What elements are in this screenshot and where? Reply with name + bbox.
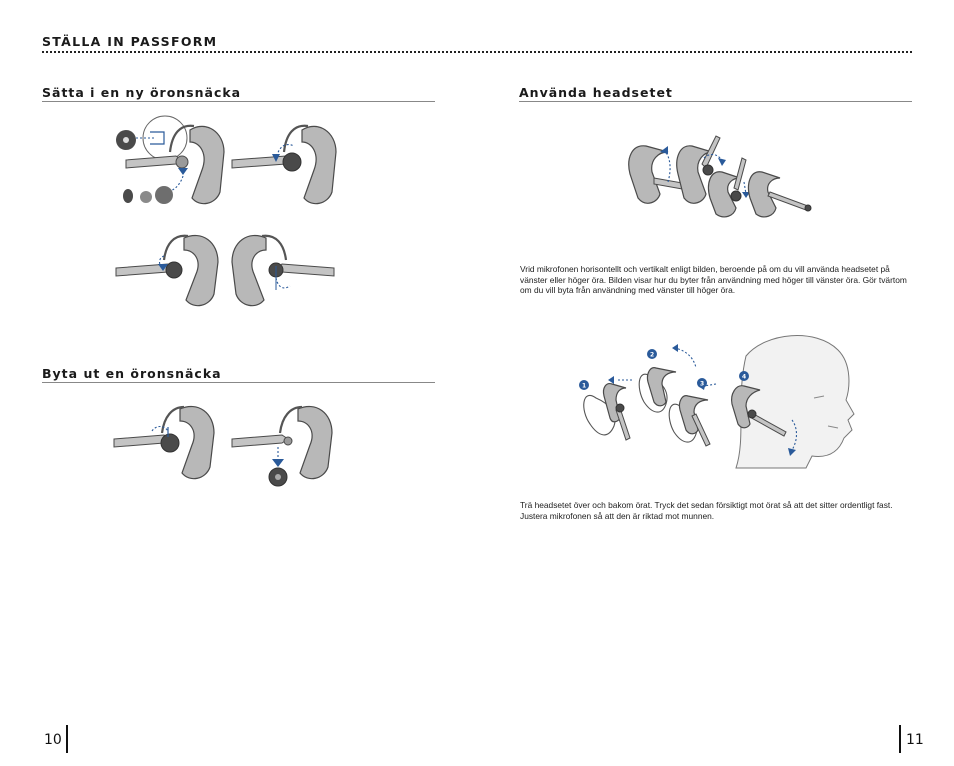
page-number-right: 11 [906, 732, 924, 748]
headset-body-icon [629, 146, 668, 203]
step-badge-4: 4 [742, 373, 747, 381]
microphone-rotation-illustration [624, 132, 814, 218]
wearing-headset-illustration [576, 328, 860, 468]
eartip-medium-icon [140, 191, 152, 203]
headset-body-icon [180, 406, 214, 478]
section-title-use-headset: Använda headsetet [519, 85, 673, 100]
step-badge-1: 1 [582, 382, 587, 390]
headset-body-icon [298, 406, 332, 478]
insert-eartip-illustration-1 [110, 112, 350, 210]
instruction-paragraph-wear: Trä headsetet över och bakom örat. Tryck det sedan försiktigt mot örat så att det sitter ordentligt fast. Justera mikrofonen så att den är riktad mot munnen. [520, 500, 893, 521]
step-badge-3: 3 [700, 380, 705, 388]
eartip-small-icon [123, 189, 133, 203]
page-number-bar [66, 725, 68, 753]
section-rule [42, 101, 435, 102]
section-rule [42, 382, 435, 383]
dotted-divider [42, 51, 912, 53]
section-rule [519, 101, 912, 102]
page-number-bar [899, 725, 901, 753]
instruction-paragraph-rotate: Vrid mikrofonen horisontellt och vertikalt enligt bilden, beroende på om du vill använda headsetet på vänster eller höger öra. Bilden visar hur du byter från användning med höger till vänster öra. Gör tvärtom om du vill byta från användning med vänster till höger öra. [520, 264, 907, 295]
headset-body-icon [190, 126, 224, 203]
face-illustration [736, 336, 854, 468]
headset-body-icon [302, 126, 336, 203]
page-title: STÄLLA IN PASSFORM [42, 34, 218, 49]
page-number-left: 10 [44, 732, 62, 748]
headset-body-icon [184, 235, 218, 305]
headset-body-icon [232, 235, 266, 305]
replace-eartip-illustration [112, 403, 337, 488]
section-title-insert-eartip: Sätta i en ny öronsnäcka [42, 85, 242, 100]
insert-eartip-illustration-2 [112, 230, 342, 312]
step-badge-2: 2 [650, 351, 655, 359]
section-title-replace-eartip: Byta ut en öronsnäcka [42, 366, 222, 381]
eartip-large-icon [155, 186, 173, 204]
